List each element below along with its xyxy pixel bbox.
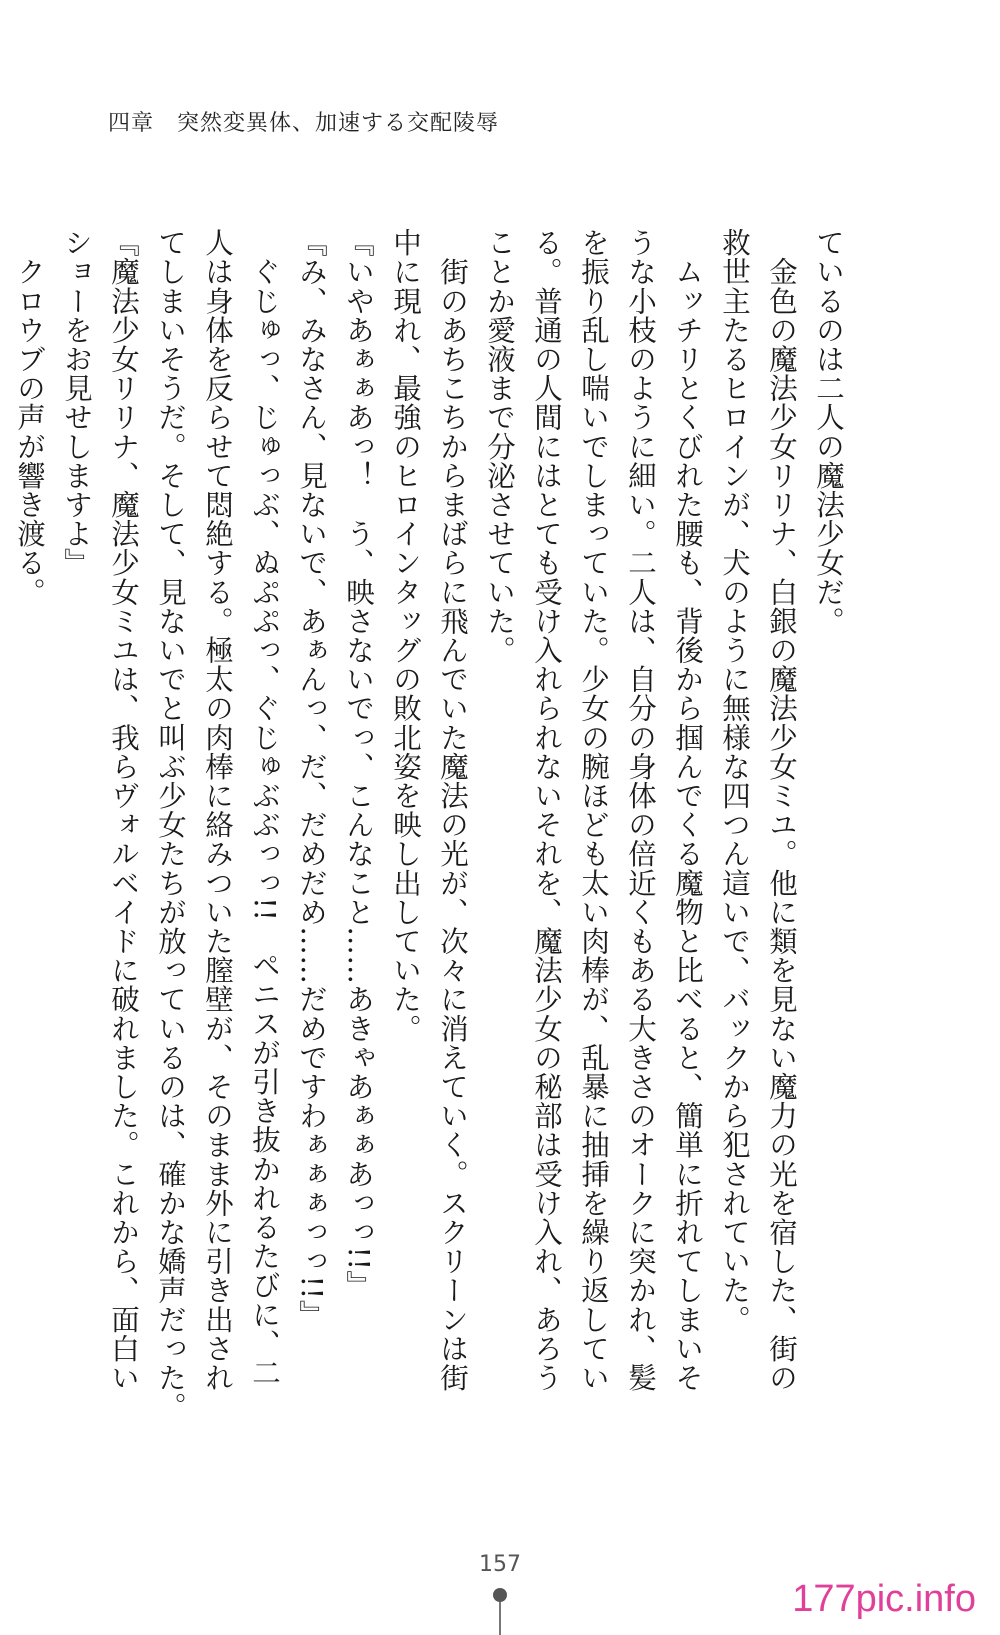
novel-body-text xyxy=(13,228,852,1422)
text-line: 街のあちこちからまばらに飛んでいた魔法の光が、次々に消えていく。スクリーンは街 xyxy=(436,228,469,1392)
page-number: 157 xyxy=(479,1552,521,1577)
site-watermark: 177pic.info xyxy=(792,1578,976,1620)
text-line: てしまいそうだ。そして、見ないでと叫ぶ少女たちが放っているのは、確かな嬌声だった。 xyxy=(154,228,187,1422)
text-line: ているのは二人の魔法少女だ。 xyxy=(812,228,845,636)
page-marker-decoration xyxy=(495,1588,505,1635)
chapter-running-header: 四章 突然変異体、加速する交配陵辱 xyxy=(108,111,500,136)
text-line: 救世主たるヒロインが、犬のように無様な四つん這いで、バックから犯されていた。 xyxy=(718,228,751,1334)
text-line: ぐじゅっ、じゅっぶ、ぬぷぷっ、ぐじゅぶぶっっ!! ペニスが引き抜かれるたびに、二 xyxy=(248,228,281,1388)
text-line: ムッチリとくびれた腰も、背後から掴んでくる魔物と比べると、簡単に折れてしまいそ xyxy=(671,228,704,1392)
text-line: ショーをお見せしますよ』 xyxy=(60,228,93,578)
page-marker-dot xyxy=(493,1588,507,1602)
page-marker-line xyxy=(499,1602,501,1635)
text-line: うな小枝のように細い。二人は、自分の身体の倍近くもある大きさのオークに突かれ、髪 xyxy=(624,228,657,1392)
text-line: 『魔法少女リリナ、魔法少女ミユは、我らヴォルベイドに破れました。これから、面白い xyxy=(107,228,140,1392)
text-line: 『いやあぁぁあっ！ う、映さないでっ、こんなこと……あきゃあぁぁあっっ!!』 xyxy=(342,228,375,1300)
text-line: 『み、みなさん、見ないで、あぁんっ、だ、だめだめ……だめですわぁぁぁっっ!!』 xyxy=(295,228,328,1329)
text-line: る。普通の人間にはとても受け入れられないそれを、魔法少女の秘部は受け入れ、あろう xyxy=(530,228,563,1392)
text-line: を振り乱し喘いでしまっていた。少女の腕ほども太い肉棒が、乱暴に抽挿を繰り返してい xyxy=(577,228,610,1392)
text-line: 人は身体を反らせて悶絶する。極太の肉棒に絡みついた膣壁が、そのまま外に引き出され xyxy=(201,228,234,1392)
text-line: ことか愛液まで分泌させていた。 xyxy=(483,228,516,665)
text-line: クロウブの声が響き渡る。 xyxy=(13,228,46,607)
text-line: 金色の魔法少女リリナ、白銀の魔法少女ミユ。他に類を見ない魔力の光を宿した、街の xyxy=(765,228,798,1392)
text-line: 中に現れ、最強のヒロインタッグの敗北姿を映し出していた。 xyxy=(389,228,422,1043)
